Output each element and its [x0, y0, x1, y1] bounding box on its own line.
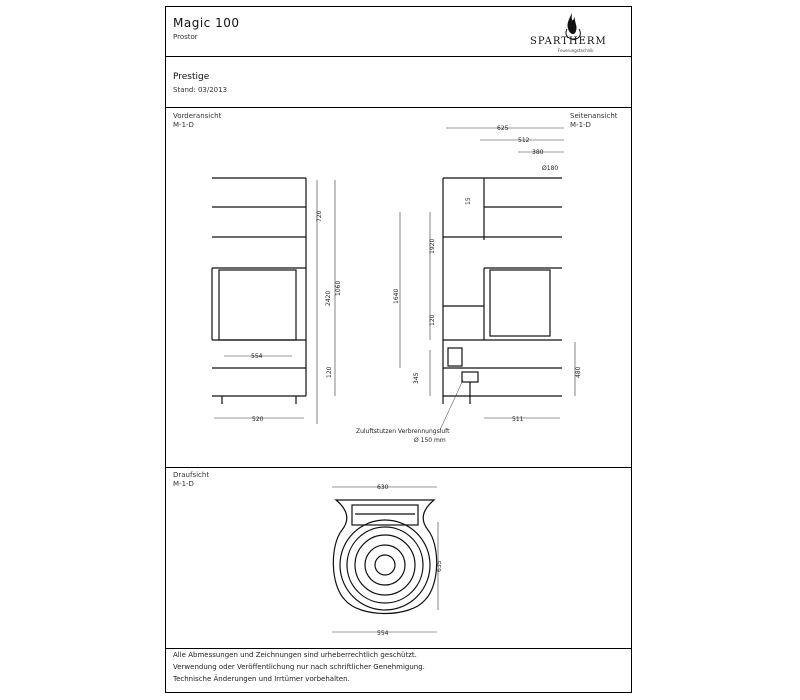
front-elevation: [212, 178, 306, 404]
dim-label: 480: [575, 366, 582, 378]
air-inlet-note: [356, 380, 463, 444]
air-inlet-label: Zuluftstutzen Verbrennungsluft: [356, 428, 450, 435]
plan-view-outline: [333, 500, 436, 614]
footer-usage: Verwendung oder Veröffentlichung nur nach schriftlicher Genehmigung.: [173, 663, 425, 671]
variant-stand: Stand: 03/2013: [173, 86, 228, 94]
dim-label: Ø180: [542, 165, 559, 172]
brand-subtitle: Feuerungstechnik: [558, 48, 594, 53]
dim-label: 1060: [335, 280, 342, 296]
dim-label: 345: [413, 372, 420, 384]
dim-label: 720: [316, 210, 323, 222]
footer-disclaimer: Technische Änderungen und Irrtümer vorbehalten.: [173, 675, 350, 683]
dim-label: 1920: [429, 238, 436, 254]
footer-copyright: Alle Abmessungen und Zeichnungen sind urheberrechtlich geschützt.: [173, 651, 417, 659]
dim-label: 380: [532, 149, 544, 156]
side-dimensions: [393, 125, 582, 423]
dim-label: 120: [326, 366, 333, 378]
dim-label: 625: [497, 125, 509, 132]
front-view-label: Vorderansicht: [173, 112, 222, 120]
plan-view-label: Draufsicht: [173, 471, 210, 479]
variant-name: Prestige: [173, 72, 210, 82]
model-title: Magic 100: [173, 16, 240, 30]
dim-label: 120: [429, 314, 436, 326]
side-view-label: Seitenansicht: [570, 112, 618, 120]
dim-label: 511: [512, 416, 524, 423]
air-inlet-dimension: Ø 150 mm: [414, 437, 446, 444]
dim-label: 554: [251, 353, 263, 360]
dim-label: 1640: [393, 288, 400, 304]
dim-label: 512: [518, 137, 530, 144]
dim-label: 630: [377, 484, 389, 491]
dim-label: 2420: [325, 290, 332, 306]
dim-label: 15: [465, 197, 472, 205]
brand-name: SPARTHERM: [530, 36, 607, 47]
model-subtitle: Prostor: [173, 33, 198, 41]
side-view-code: M-1-D: [570, 121, 591, 129]
dim-label: 635: [436, 560, 443, 572]
front-view-code: M-1-D: [173, 121, 194, 129]
plan-view-code: M-1-D: [173, 480, 194, 488]
side-elevation: [443, 178, 562, 404]
dim-label: 520: [252, 416, 264, 423]
dim-label: 554: [377, 630, 389, 637]
